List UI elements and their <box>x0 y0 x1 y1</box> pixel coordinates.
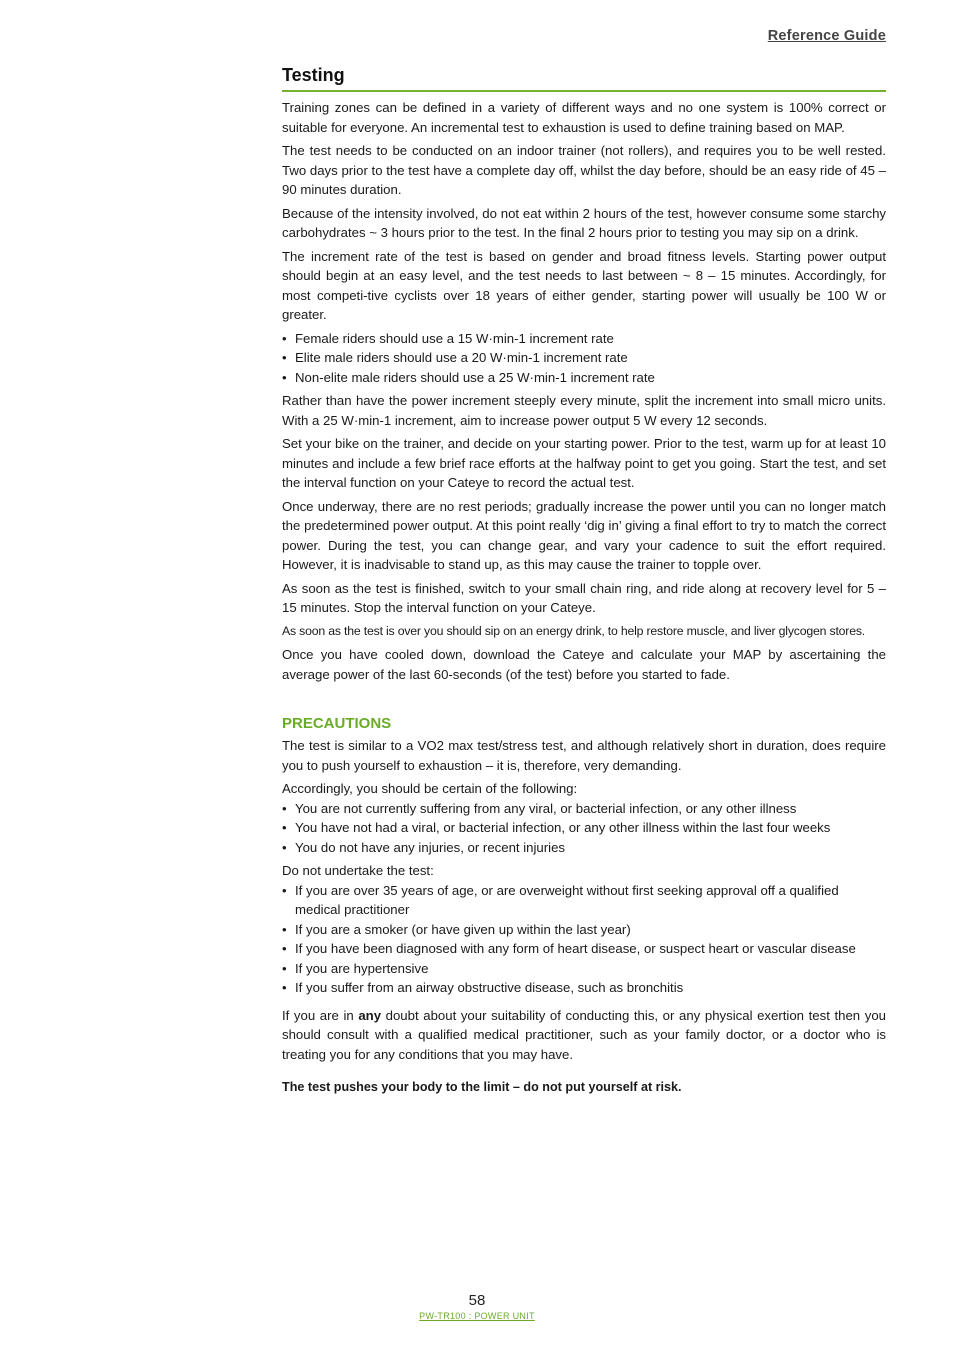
precautions-paragraph-3: Do not undertake the test: <box>282 863 434 878</box>
list-item: • Female riders should use a 15 W·min-1 increment rate <box>282 329 886 349</box>
testing-paragraph-6: Set your bike on the trainer, and decide on your starting power. Prior to the test, warm up for at least 10 minutes and include a few brief race efforts at the halfway point to get you going. Start the test, and set the interval function on your Cateye to record the actual test. <box>282 436 886 490</box>
list-item: • If you are hypertensive <box>282 959 886 979</box>
list-item: • If you are a smoker (or have given up within the last year) <box>282 920 886 940</box>
risk-warning: The test pushes your body to the limit – do not put yourself at risk. <box>282 1080 682 1094</box>
testing-paragraph-1: Training zones can be defined in a variety of different ways and no one system is 100% correct or suitable for everyone. An incremental test to exhaustion is used to define training based on MAP. <box>282 100 886 135</box>
certainty-list <box>282 799 886 858</box>
p4-suffix: doubt about your suitability of conducting this, or any physical exertion test then you should consult with a qualified medical practitioner, such as your family doctor, or a doctor who is treating you for any conditions that you may have. <box>282 1007 886 1062</box>
list-item: • You have not had a viral, or bacterial infection, or any other illness within the last four weeks <box>282 818 886 838</box>
increment-rate-list <box>282 329 886 388</box>
reference-guide-link[interactable]: Reference Guide <box>767 28 886 44</box>
list-item: • Elite male riders should use a 20 W·min-1 increment rate <box>282 348 886 368</box>
testing-paragraph-9: As soon as the test is over you should sip on an energy drink, to help restore muscle, and liver glycogen stores. <box>282 623 866 638</box>
list-item: • If you are over 35 years of age, or are overweight without first seeking approval off a qualified medical practitioner <box>282 881 886 920</box>
testing-paragraph-7: Once underway, there are no rest periods; gradually increase the power until you can no longer match the predetermined power output. At this point really ‘dig in’ giving a final effort to try to match the correct power. During the test, you can change gear, and vary your cadence to suit the effort required. However, it is inadvisable to stand up, as this may cause the trainer to topple over. <box>282 498 886 572</box>
testing-paragraph-4: The increment rate of the test is based on gender and broad fitness levels. Starting power output should begin at an easy level, and the test needs to last between ~ 8 – 15 minutes. Accordingly, for most competi-tive cyclists over 18 years of either gender, starting power will usually be 100 W or greater. <box>282 248 886 322</box>
list-item: • You are not currently suffering from any viral, or bacterial infection, or any other illness <box>282 799 886 819</box>
testing-paragraph-10: Once you have cooled down, download the Cateye and calculate your MAP by ascertaining the average power of the last 60-seconds (of the test) before you started to fade. <box>282 647 886 682</box>
precautions-paragraph-1: The test is similar to a VO2 max test/stress test, and although relatively short in duration, does require you to push yourself to exhaustion – it is, therefore, very demanding. <box>282 738 886 773</box>
list-item: • You do not have any injuries, or recent injuries <box>282 838 886 858</box>
testing-heading: Testing <box>282 63 886 92</box>
do-not-undertake-list <box>282 881 886 998</box>
testing-paragraph-3: Because of the intensity involved, do not eat within 2 hours of the test, however consume some starchy carbohydrates ~ 3 hours prior to the test. In the final 2 hours prior to testing you may sip on a drink. <box>282 205 886 240</box>
precautions-paragraph-2: Accordingly, you should be certain of the following: <box>282 781 578 796</box>
list-item: • If you suffer from an airway obstructive disease, such as bronchitis <box>282 978 886 998</box>
product-link[interactable]: PW-TR100 : POWER UNIT <box>419 1311 535 1321</box>
precautions-heading: PRECAUTIONS <box>282 715 392 732</box>
list-item: • If you have been diagnosed with any form of heart disease, or suspect heart or vascular disease <box>282 939 886 959</box>
list-item: • Non-elite male riders should use a 25 W·min-1 increment rate <box>282 368 886 388</box>
testing-paragraph-8: As soon as the test is finished, switch to your small chain ring, and ride along at recovery level for 5 – 15 minutes. Stop the interval function on your Cateye. <box>282 580 886 615</box>
p4-emphasis: any <box>358 1007 382 1023</box>
testing-paragraph-5: Rather than have the power increment steeply every minute, split the increment into small micro units. With a 25 W·min-1 increment, aim to increase power output 5 W every 12 seconds. <box>282 393 886 428</box>
precautions-paragraph-4 <box>282 1006 886 1065</box>
page-content <box>282 63 886 1102</box>
page-number: 58 <box>468 1292 486 1309</box>
p4-prefix: If you are in <box>282 1007 359 1023</box>
testing-paragraph-2: The test needs to be conducted on an indoor trainer (not rollers), and requires you to be well rested. Two days prior to the test have a complete day off, whilst the day before, should be an easy ride of 45 – 90 minutes duration. <box>282 143 886 197</box>
